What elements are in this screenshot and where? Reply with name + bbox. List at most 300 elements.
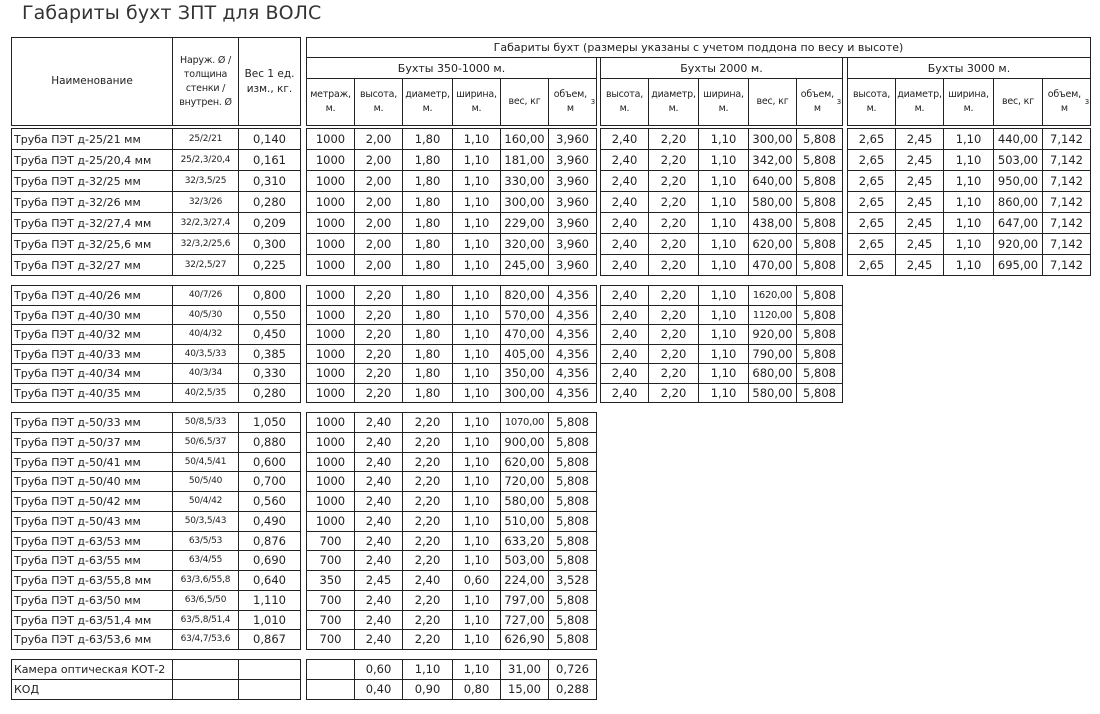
row-g1-value: 700 xyxy=(306,590,355,611)
row-g2-value: 1120,00 xyxy=(748,305,797,325)
row-g1-value: 1000 xyxy=(306,363,355,384)
row-g3-value: 2,45 xyxy=(895,128,944,150)
row-g1-value: 229,00 xyxy=(500,212,549,234)
row-g1-value: 5,808 xyxy=(548,610,597,630)
header-g1-col: вес, кг xyxy=(500,78,549,126)
row-g1-value: 820,00 xyxy=(500,285,549,306)
row-g1-value: 503,00 xyxy=(500,550,549,571)
row-g1-value: 5,808 xyxy=(548,511,597,532)
header-g1-col: диаметр, м. xyxy=(402,78,453,126)
row-g1-value: 510,00 xyxy=(500,511,549,532)
row-g1-value: 2,00 xyxy=(354,212,403,234)
row-g1-value: 1,80 xyxy=(402,305,453,325)
row-g3-value: 2,45 xyxy=(895,233,944,255)
row-g1-value: 4,356 xyxy=(548,305,597,325)
row-unit-weight: 0,690 xyxy=(238,550,301,571)
row-unit-weight: 0,600 xyxy=(238,452,301,472)
row-g1-value: 2,20 xyxy=(402,471,453,492)
row-g1-value: 1000 xyxy=(306,412,355,433)
row-g1-value: 1,10 xyxy=(452,149,501,171)
row-g3-value: 2,45 xyxy=(895,149,944,171)
row-g2-value: 1,10 xyxy=(698,285,749,306)
row-g1-value: 2,40 xyxy=(354,452,403,472)
row-g2-value: 1,10 xyxy=(698,344,749,364)
row-g3-value: 7,142 xyxy=(1042,254,1091,276)
header-group-2000: Бухты 2000 м. xyxy=(600,57,843,79)
row-g1-value: 2,20 xyxy=(402,412,453,433)
row-g2-value: 1,10 xyxy=(698,170,749,192)
row-g2-value: 2,20 xyxy=(648,305,699,325)
row-g1-value: 160,00 xyxy=(500,128,549,150)
row-g3-value: 2,65 xyxy=(847,191,896,213)
row-g1-value: 1,80 xyxy=(402,191,453,213)
row-g2-value: 2,20 xyxy=(648,285,699,306)
row-name: Труба ПЭТ д-32/27,4 мм xyxy=(11,212,173,234)
header-name: Наименование xyxy=(11,37,173,126)
row-name: КОД xyxy=(11,679,173,700)
row-g2-value: 1,10 xyxy=(698,191,749,213)
row-g2-value: 2,20 xyxy=(648,128,699,150)
row-g1-value: 2,40 xyxy=(354,491,403,512)
row-dimensions: 63/5,8/51,4 xyxy=(172,610,239,630)
row-g1-value: 2,20 xyxy=(402,590,453,611)
row-g1-value: 2,20 xyxy=(402,452,453,472)
row-g1-value: 5,808 xyxy=(548,432,597,453)
row-g1-value: 4,356 xyxy=(548,363,597,384)
row-g1-value: 5,808 xyxy=(548,590,597,611)
row-name: Труба ПЭТ д-40/34 мм xyxy=(11,363,173,384)
row-g1-value: 1000 xyxy=(306,285,355,306)
row-g1-value: 1,80 xyxy=(402,363,453,384)
row-g1-value: 1000 xyxy=(306,344,355,364)
row-g1-value: 727,00 xyxy=(500,610,549,630)
row-g2-value: 1,10 xyxy=(698,254,749,276)
row-g1-value: 1,80 xyxy=(402,149,453,171)
row-g1-value: 1,10 xyxy=(452,324,501,345)
row-g1-value: 5,808 xyxy=(548,452,597,472)
header-coil-dimensions: Габариты бухт (размеры указаны с учетом поддона по весу и высоте) xyxy=(306,37,1091,58)
row-g2-value: 2,20 xyxy=(648,383,699,403)
row-g2-value: 1,10 xyxy=(698,128,749,150)
row-name: Труба ПЭТ д-40/26 мм xyxy=(11,285,173,306)
row-g1-value: 2,40 xyxy=(354,550,403,571)
row-name: Труба ПЭТ д-32/25,6 мм xyxy=(11,233,173,255)
row-g1-value: 1,80 xyxy=(402,128,453,150)
row-g1-value: 1,80 xyxy=(402,254,453,276)
row-g1-value: 1,80 xyxy=(402,383,453,403)
row-g2-value: 2,40 xyxy=(600,191,649,213)
row-g2-value: 5,808 xyxy=(796,212,843,234)
header-g2-col: диаметр, м. xyxy=(648,78,699,126)
row-unit-weight: 0,640 xyxy=(238,570,301,591)
row-g1-value: 245,00 xyxy=(500,254,549,276)
row-g1-value: 2,20 xyxy=(402,491,453,512)
row-g2-value: 1,10 xyxy=(698,363,749,384)
row-g1-value: 2,20 xyxy=(402,511,453,532)
row-name: Труба ПЭТ д-63/50 мм xyxy=(11,590,173,611)
row-g1-value: 3,960 xyxy=(548,233,597,255)
row-g3-value: 860,00 xyxy=(993,191,1043,213)
row-g1-value: 2,45 xyxy=(354,570,403,591)
row-dimensions: 63/4,7/53,6 xyxy=(172,629,239,650)
row-g1-value: 1000 xyxy=(306,233,355,255)
row-g1-value: 2,20 xyxy=(402,531,453,551)
row-dimensions xyxy=(172,679,239,700)
row-g1-value: 570,00 xyxy=(500,305,549,325)
row-g1-value: 470,00 xyxy=(500,324,549,345)
row-g1-value: 0,60 xyxy=(452,570,501,591)
row-name: Труба ПЭТ д-50/41 мм xyxy=(11,452,173,472)
row-g1-value: 1,10 xyxy=(452,471,501,492)
row-g1-value: 1000 xyxy=(306,491,355,512)
header-unit-weight: Вес 1 ед. изм., кг. xyxy=(238,37,301,126)
row-g1-value: 1070,00 xyxy=(500,412,549,433)
header-g3-col: ширина, м. xyxy=(943,78,994,126)
row-g2-value: 920,00 xyxy=(748,324,797,345)
row-g1-value: 1,10 xyxy=(452,305,501,325)
row-name: Труба ПЭТ д-25/20,4 мм xyxy=(11,149,173,171)
row-g2-value: 2,40 xyxy=(600,305,649,325)
row-unit-weight: 0,330 xyxy=(238,363,301,384)
row-g1-value: 700 xyxy=(306,531,355,551)
row-g3-value: 2,45 xyxy=(895,191,944,213)
row-g3-value: 920,00 xyxy=(993,233,1043,255)
row-g1-value: 700 xyxy=(306,610,355,630)
row-name: Труба ПЭТ д-40/33 мм xyxy=(11,344,173,364)
row-g1-value: 5,808 xyxy=(548,550,597,571)
row-name: Труба ПЭТ д-63/51,4 мм xyxy=(11,610,173,630)
row-dimensions: 40/3/34 xyxy=(172,363,239,384)
row-dimensions: 32/2,3/27,4 xyxy=(172,212,239,234)
row-g1-value: 2,00 xyxy=(354,149,403,171)
row-g1-value: 5,808 xyxy=(548,491,597,512)
row-g1-value: 300,00 xyxy=(500,191,549,213)
row-g3-value: 1,10 xyxy=(943,212,994,234)
row-g2-value: 1,10 xyxy=(698,383,749,403)
row-g3-value: 2,65 xyxy=(847,233,896,255)
row-unit-weight: 0,161 xyxy=(238,149,301,171)
row-g1-value: 1,10 xyxy=(452,170,501,192)
row-unit-weight: 0,450 xyxy=(238,324,301,345)
row-g2-value: 2,40 xyxy=(600,233,649,255)
row-g2-value: 5,808 xyxy=(796,233,843,255)
row-g1-value: 2,00 xyxy=(354,128,403,150)
row-g2-value: 1620,00 xyxy=(748,285,797,306)
row-g3-value: 7,142 xyxy=(1042,149,1091,171)
row-g1-value: 4,356 xyxy=(548,344,597,364)
row-unit-weight: 0,280 xyxy=(238,191,301,213)
row-g2-value: 2,40 xyxy=(600,344,649,364)
row-g3-value: 7,142 xyxy=(1042,191,1091,213)
row-g2-value: 2,20 xyxy=(648,212,699,234)
row-g1-value: 1,10 xyxy=(452,344,501,364)
row-dimensions: 40/7/26 xyxy=(172,285,239,306)
row-g1-value: 0,726 xyxy=(548,659,597,680)
row-unit-weight: 0,560 xyxy=(238,491,301,512)
row-dimensions: 50/4/42 xyxy=(172,491,239,512)
row-g1-value: 1,10 xyxy=(452,610,501,630)
row-g1-value: 330,00 xyxy=(500,170,549,192)
row-g3-value: 2,65 xyxy=(847,149,896,171)
header-g2-col: вес, кг xyxy=(748,78,797,126)
row-unit-weight: 0,700 xyxy=(238,471,301,492)
header-g2-col: высота, м. xyxy=(600,78,649,126)
row-name: Труба ПЭТ д-50/33 мм xyxy=(11,412,173,433)
row-g1-value: 720,00 xyxy=(500,471,549,492)
header-group-350-1000: Бухты 350-1000 м. xyxy=(306,57,597,79)
header-g3-col: объем, м 3 xyxy=(1042,78,1091,126)
row-dimensions: 40/3,5/33 xyxy=(172,344,239,364)
row-g1-value: 3,960 xyxy=(548,128,597,150)
row-name: Труба ПЭТ д-50/43 мм xyxy=(11,511,173,532)
row-g2-value: 2,20 xyxy=(648,363,699,384)
row-g1-value: 1000 xyxy=(306,191,355,213)
row-unit-weight: 0,140 xyxy=(238,128,301,150)
row-unit-weight: 0,385 xyxy=(238,344,301,364)
row-g1-value: 4,356 xyxy=(548,285,597,306)
row-g2-value: 620,00 xyxy=(748,233,797,255)
row-name: Труба ПЭТ д-50/40 мм xyxy=(11,471,173,492)
row-name: Труба ПЭТ д-40/30 мм xyxy=(11,305,173,325)
row-g3-value: 2,65 xyxy=(847,254,896,276)
row-g1-value: 3,960 xyxy=(548,170,597,192)
row-g1-value: 1,10 xyxy=(452,452,501,472)
row-unit-weight: 0,310 xyxy=(238,170,301,192)
row-g1-value: 300,00 xyxy=(500,383,549,403)
row-unit-weight: 0,225 xyxy=(238,254,301,276)
row-name: Труба ПЭТ д-32/26 мм xyxy=(11,191,173,213)
row-g1-value: 1,10 xyxy=(452,233,501,255)
row-unit-weight: 0,280 xyxy=(238,383,301,403)
row-dimensions: 63/6,5/50 xyxy=(172,590,239,611)
row-g2-value: 2,40 xyxy=(600,170,649,192)
row-g3-value: 7,142 xyxy=(1042,233,1091,255)
row-name: Труба ПЭТ д-32/27 мм xyxy=(11,254,173,276)
header-g2-col: ширина, м. xyxy=(698,78,749,126)
page-title: Габариты бухт ЗПТ для ВОЛС xyxy=(22,2,322,24)
row-g1-value: 1,10 xyxy=(452,191,501,213)
row-g1-value: 1,10 xyxy=(452,629,501,650)
row-g1-value: 3,960 xyxy=(548,191,597,213)
row-g1-value: 3,960 xyxy=(548,254,597,276)
row-g2-value: 2,40 xyxy=(600,254,649,276)
row-g2-value: 680,00 xyxy=(748,363,797,384)
row-g1-value: 1,10 xyxy=(452,383,501,403)
row-g1-value: 2,00 xyxy=(354,170,403,192)
row-dimensions: 25/2/21 xyxy=(172,128,239,150)
row-g1-value: 2,40 xyxy=(354,629,403,650)
row-name: Труба ПЭТ д-40/35 мм xyxy=(11,383,173,403)
row-g1-value: 2,20 xyxy=(354,344,403,364)
row-g3-value: 7,142 xyxy=(1042,212,1091,234)
row-g1-value: 1,10 xyxy=(452,531,501,551)
row-g2-value: 1,10 xyxy=(698,233,749,255)
row-dimensions: 32/3,2/25,6 xyxy=(172,233,239,255)
row-g1-value xyxy=(306,659,355,680)
row-dimensions: 40/2,5/35 xyxy=(172,383,239,403)
header-dimensions: Наруж. Ø / толщина стенки / внутрен. Ø xyxy=(172,37,239,126)
row-dimensions: 32/2,5/27 xyxy=(172,254,239,276)
row-g2-value: 2,40 xyxy=(600,128,649,150)
row-g1-value: 1000 xyxy=(306,324,355,345)
row-unit-weight: 0,300 xyxy=(238,233,301,255)
row-g1-value: 2,00 xyxy=(354,191,403,213)
row-name: Труба ПЭТ д-63/53,6 мм xyxy=(11,629,173,650)
row-dimensions: 40/4/32 xyxy=(172,324,239,345)
row-g1-value: 2,40 xyxy=(354,471,403,492)
row-name: Труба ПЭТ д-32/25 мм xyxy=(11,170,173,192)
row-g2-value: 5,808 xyxy=(796,383,843,403)
row-unit-weight: 1,110 xyxy=(238,590,301,611)
row-dimensions: 50/3,5/43 xyxy=(172,511,239,532)
row-dimensions: 25/2,3/20,4 xyxy=(172,149,239,171)
row-dimensions: 32/3,5/25 xyxy=(172,170,239,192)
row-g1-value: 900,00 xyxy=(500,432,549,453)
row-g2-value: 5,808 xyxy=(796,254,843,276)
row-g3-value: 7,142 xyxy=(1042,170,1091,192)
row-g2-value: 580,00 xyxy=(748,191,797,213)
row-g1-value: 3,960 xyxy=(548,212,597,234)
row-g1-value: 31,00 xyxy=(500,659,549,680)
row-name: Труба ПЭТ д-50/42 мм xyxy=(11,491,173,512)
row-dimensions: 40/5/30 xyxy=(172,305,239,325)
row-g1-value: 797,00 xyxy=(500,590,549,611)
row-unit-weight xyxy=(238,679,301,700)
row-g1-value: 1,10 xyxy=(452,659,501,680)
row-dimensions: 32/3/26 xyxy=(172,191,239,213)
row-g3-value: 503,00 xyxy=(993,149,1043,171)
row-g2-value: 470,00 xyxy=(748,254,797,276)
row-g1-value: 2,20 xyxy=(402,629,453,650)
row-g2-value: 300,00 xyxy=(748,128,797,150)
row-g3-value: 1,10 xyxy=(943,233,994,255)
row-g1-value: 2,20 xyxy=(354,383,403,403)
row-g1-value: 5,808 xyxy=(548,629,597,650)
row-g1-value: 2,40 xyxy=(354,531,403,551)
row-g1-value: 181,00 xyxy=(500,149,549,171)
row-unit-weight: 0,876 xyxy=(238,531,301,551)
row-g3-value: 1,10 xyxy=(943,191,994,213)
row-g2-value: 2,40 xyxy=(600,383,649,403)
row-name: Труба ПЭТ д-40/32 мм xyxy=(11,324,173,345)
row-unit-weight: 0,880 xyxy=(238,432,301,453)
row-g1-value: 1,80 xyxy=(402,344,453,364)
header-g3-col: высота, м. xyxy=(847,78,896,126)
row-dimensions: 50/6,5/37 xyxy=(172,432,239,453)
row-g1-value: 1,10 xyxy=(452,363,501,384)
row-g1-value: 2,40 xyxy=(354,590,403,611)
row-g3-value: 1,10 xyxy=(943,254,994,276)
row-g1-value: 224,00 xyxy=(500,570,549,591)
row-g2-value: 2,40 xyxy=(600,212,649,234)
header-g2-col: объем, м 3 xyxy=(796,78,843,126)
row-g1-value: 0,288 xyxy=(548,679,597,700)
row-g1-value: 2,00 xyxy=(354,254,403,276)
row-g1-value: 700 xyxy=(306,550,355,571)
row-g1-value: 1000 xyxy=(306,305,355,325)
row-g1-value: 0,80 xyxy=(452,679,501,700)
row-g2-value: 5,808 xyxy=(796,149,843,171)
row-g1-value: 5,808 xyxy=(548,531,597,551)
row-g1-value: 350 xyxy=(306,570,355,591)
row-g1-value: 2,40 xyxy=(402,570,453,591)
row-g1-value: 1000 xyxy=(306,452,355,472)
row-g1-value: 1000 xyxy=(306,471,355,492)
row-g3-value: 2,45 xyxy=(895,254,944,276)
row-g1-value: 5,808 xyxy=(548,412,597,433)
row-name: Труба ПЭТ д-63/53 мм xyxy=(11,531,173,551)
row-g1-value: 1,10 xyxy=(452,550,501,571)
row-g1-value: 2,20 xyxy=(354,285,403,306)
row-g2-value: 438,00 xyxy=(748,212,797,234)
row-g1-value: 1,10 xyxy=(452,212,501,234)
row-unit-weight xyxy=(238,659,301,680)
row-g2-value: 2,20 xyxy=(648,254,699,276)
row-g1-value: 2,40 xyxy=(354,412,403,433)
header-g1-col: ширина, м. xyxy=(452,78,501,126)
row-dimensions xyxy=(172,659,239,680)
row-g2-value: 5,808 xyxy=(796,363,843,384)
row-g1-value: 4,356 xyxy=(548,383,597,403)
row-g1-value: 2,20 xyxy=(402,432,453,453)
row-g1-value: 1,80 xyxy=(402,324,453,345)
row-g1-value: 2,40 xyxy=(354,511,403,532)
row-g1-value: 1,10 xyxy=(452,285,501,306)
row-g1-value: 350,00 xyxy=(500,363,549,384)
row-g1-value: 1,10 xyxy=(452,511,501,532)
row-g2-value: 5,808 xyxy=(796,344,843,364)
row-g2-value: 1,10 xyxy=(698,324,749,345)
row-g2-value: 5,808 xyxy=(796,285,843,306)
row-g1-value: 1000 xyxy=(306,170,355,192)
row-dimensions: 50/5/40 xyxy=(172,471,239,492)
row-dimensions: 63/4/55 xyxy=(172,550,239,571)
row-g1-value xyxy=(306,679,355,700)
row-g1-value: 2,40 xyxy=(354,610,403,630)
row-g2-value: 5,808 xyxy=(796,324,843,345)
row-unit-weight: 0,490 xyxy=(238,511,301,532)
row-g1-value: 1,10 xyxy=(452,590,501,611)
row-g2-value: 5,808 xyxy=(796,170,843,192)
row-g1-value: 1,10 xyxy=(452,432,501,453)
header-g1-col: метраж, м. xyxy=(306,78,355,126)
row-g1-value: 633,20 xyxy=(500,531,549,551)
row-g3-value: 950,00 xyxy=(993,170,1043,192)
row-g2-value: 2,40 xyxy=(600,363,649,384)
row-g1-value: 1000 xyxy=(306,383,355,403)
row-g1-value: 2,20 xyxy=(354,305,403,325)
row-g1-value: 1,80 xyxy=(402,285,453,306)
row-g1-value: 320,00 xyxy=(500,233,549,255)
row-g3-value: 2,45 xyxy=(895,170,944,192)
header-group-3000: Бухты 3000 м. xyxy=(847,57,1091,79)
row-g1-value: 1000 xyxy=(306,128,355,150)
row-g1-value: 1000 xyxy=(306,149,355,171)
row-g1-value: 626,90 xyxy=(500,629,549,650)
row-g2-value: 2,20 xyxy=(648,344,699,364)
row-unit-weight: 0,550 xyxy=(238,305,301,325)
row-g2-value: 342,00 xyxy=(748,149,797,171)
row-g3-value: 1,10 xyxy=(943,128,994,150)
row-g3-value: 2,65 xyxy=(847,170,896,192)
row-g1-value: 1000 xyxy=(306,212,355,234)
row-g1-value: 700 xyxy=(306,629,355,650)
row-g1-value: 3,528 xyxy=(548,570,597,591)
row-g2-value: 1,10 xyxy=(698,212,749,234)
row-g2-value: 2,40 xyxy=(600,149,649,171)
row-g3-value: 2,45 xyxy=(895,212,944,234)
row-g2-value: 2,20 xyxy=(648,170,699,192)
